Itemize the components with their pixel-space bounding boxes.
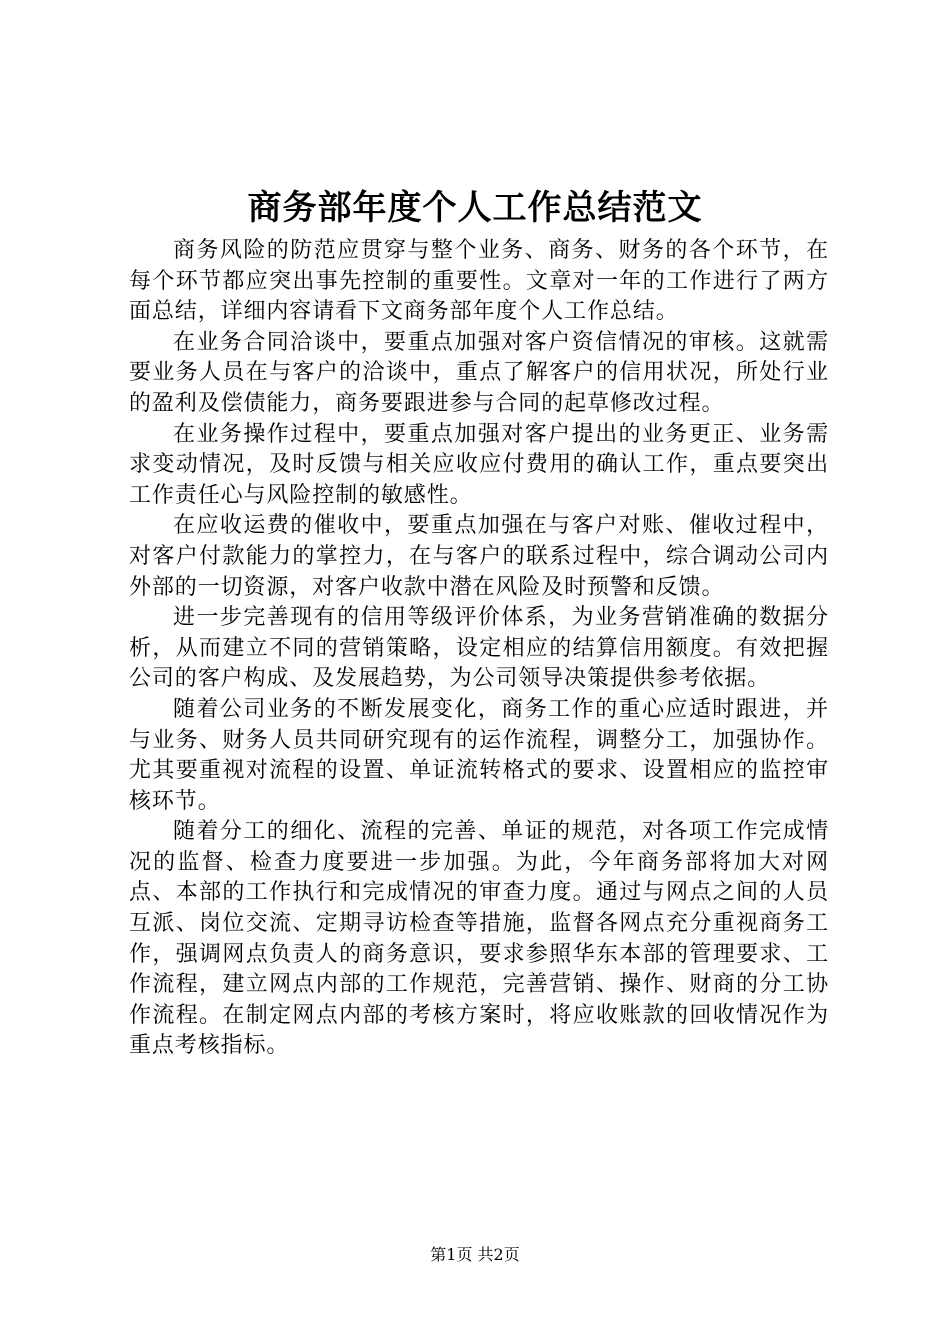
paragraph-business-operation: 在业务操作过程中，要重点加强对客户提出的业务更正、业务需求变动情况，及时反馈与相关应收应付费用的确认工作，重点要突出工作责任心与风险控制的敏感性。 bbox=[129, 421, 829, 508]
page-number-footer: 第1页 共2页 bbox=[430, 1245, 520, 1264]
paragraph-intro: 商务风险的防范应贯穿与整个业务、商务、财务的各个环节，在每个环节都应突出事先控制的重要性。文章对一年的工作进行了两方面总结，详细内容请看下文商务部年度个人工作总结。 bbox=[129, 238, 829, 325]
document-title: 商务部年度个人工作总结范文 bbox=[247, 188, 703, 228]
paragraph-freight-collection: 在应收运费的催收中，要重点加强在与客户对账、催收过程中，对客户付款能力的掌控力，在与客户的联系过程中，综合调动公司内外部的一切资源，对客户收款中潜在风险及时预警和反馈。 bbox=[129, 513, 829, 600]
paragraph-credit-rating: 进一步完善现有的信用等级评价体系，为业务营销准确的数据分析，从而建立不同的营销策略，设定相应的结算信用额度。有效把握公司的客户构成、及发展趋势，为公司领导决策提供参考依据。 bbox=[129, 605, 829, 692]
document-body bbox=[129, 236, 829, 1062]
paragraph-process-adjustment: 随着公司业务的不断发展变化，商务工作的重心应适时跟进，并与业务、财务人员共同研究现有的运作流程，调整分工，加强协作。尤其要重视对流程的设置、单证流转格式的要求、设置相应的监控审核环节。 bbox=[129, 696, 829, 814]
paragraph-contract-negotiation: 在业务合同洽谈中，要重点加强对客户资信情况的审核。这就需要业务人员在与客户的洽谈中，重点了解客户的信用状况，所处行业的盈利及偿债能力，商务要跟进参与合同的起草修改过程。 bbox=[129, 329, 829, 416]
paragraph-supervision: 随着分工的细化、流程的完善、单证的规范，对各项工作完成情况的监督、检查力度要进一步加强。为此，今年商务部将加大对网点、本部的工作执行和完成情况的审查力度。通过与网点之间的人员互派、岗位交流、定期寻访检查等措施，监督各网点充分重视商务工作，强调网点负责人的商务意识，要求参照华东本部的管理要求、工作流程，建立网点内部的工作规范，完善营销、操作、财商的分工协作流程。在制定网点内部的考核方案时，将应收账款的回收情况作为重点考核指标。 bbox=[129, 819, 829, 1059]
